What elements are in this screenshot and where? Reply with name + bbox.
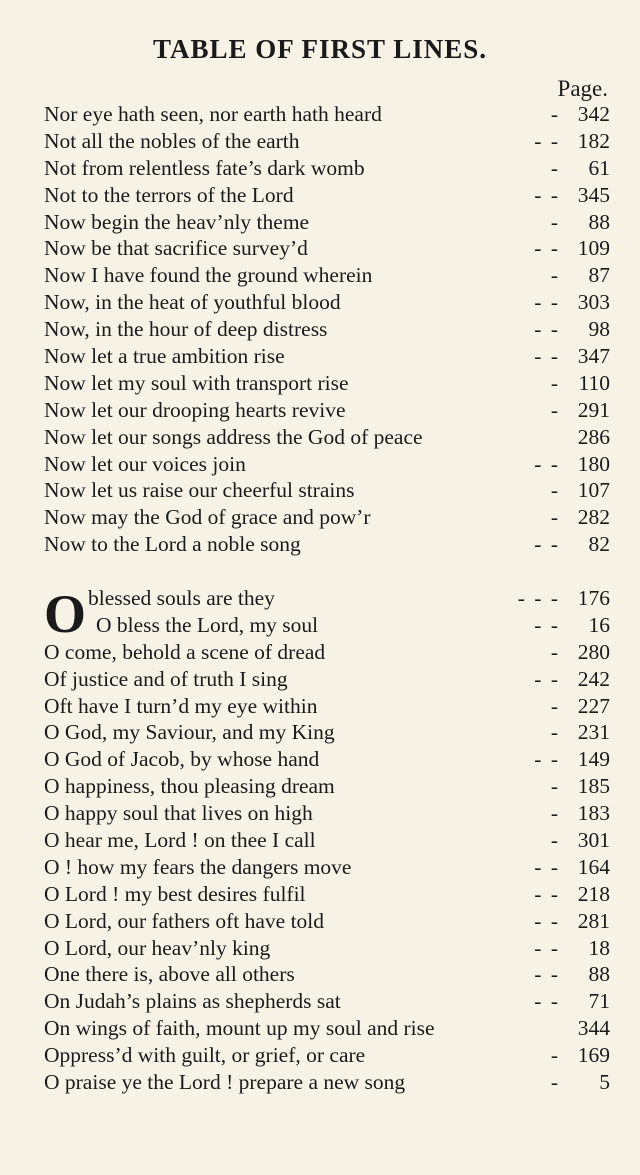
entry-text: Now may the God of grace and pow’r bbox=[44, 505, 371, 530]
entry-page: 18 bbox=[588, 935, 610, 960]
entry-text: O happy soul that lives on high bbox=[44, 801, 313, 826]
entry-page: 231 bbox=[577, 720, 610, 745]
entry-leader: - bbox=[550, 478, 560, 503]
entry-page: 242 bbox=[577, 666, 610, 691]
entry-page: 183 bbox=[577, 801, 610, 826]
entry-leader: - bbox=[550, 102, 560, 126]
index-entry bbox=[44, 1016, 610, 1043]
entry-text: Oppress’d with guilt, or grief, or care bbox=[44, 1043, 366, 1068]
entry-text: O happiness, thou pleasing dream bbox=[44, 774, 335, 799]
index-entry bbox=[44, 747, 610, 774]
entry-leader: - bbox=[550, 397, 560, 422]
entry-text: Now let our songs address the God of peace bbox=[44, 424, 423, 449]
index-entry bbox=[44, 613, 610, 640]
entry-text: Now be that sacrifice survey’d bbox=[44, 236, 308, 261]
entry-page: 282 bbox=[577, 505, 610, 530]
entry-text: Not all the nobles of the earth bbox=[44, 128, 300, 153]
entry-page: 347 bbox=[577, 344, 610, 369]
entry-page: 280 bbox=[577, 639, 610, 664]
index-entry bbox=[44, 855, 610, 882]
entry-text: O come, behold a scene of dread bbox=[44, 639, 326, 664]
index-entry bbox=[44, 344, 610, 371]
entry-text: Now let us raise our cheerful strains bbox=[44, 478, 355, 503]
entry-leader: - - bbox=[534, 854, 560, 879]
index-entry bbox=[44, 263, 610, 290]
entry-text: Now, in the hour of deep distress bbox=[44, 317, 328, 342]
entry-leader: - bbox=[550, 505, 560, 530]
entry-text: O God of Jacob, by whose hand bbox=[44, 747, 320, 772]
entry-page: 301 bbox=[577, 828, 610, 853]
entry-page: 169 bbox=[577, 1043, 610, 1068]
entry-text: Now let a true ambition rise bbox=[44, 344, 285, 369]
page-column-header: Page. bbox=[557, 76, 608, 101]
entry-text: Now let my soul with transport rise bbox=[44, 370, 349, 395]
index-entry bbox=[44, 183, 610, 210]
entry-leader: - bbox=[550, 1043, 560, 1068]
index-entry bbox=[44, 129, 610, 156]
entry-leader: - - bbox=[534, 935, 560, 960]
index-entry bbox=[44, 236, 610, 263]
entry-leader: - - bbox=[534, 532, 560, 557]
entry-leader: - - bbox=[534, 128, 560, 153]
entry-text: Nor eye hath seen, nor earth hath heard bbox=[44, 102, 382, 126]
entry-page: 109 bbox=[577, 236, 610, 261]
index-entry bbox=[44, 156, 610, 183]
section-o bbox=[44, 586, 610, 1097]
entry-leader: - - bbox=[534, 236, 560, 261]
index-entry bbox=[44, 478, 610, 505]
entry-page: 88 bbox=[588, 209, 610, 234]
entry-leader: - bbox=[550, 774, 560, 799]
entry-text: O hear me, Lord ! on thee I call bbox=[44, 828, 316, 853]
entry-text: Now let our voices join bbox=[44, 451, 246, 476]
drop-cap: O bbox=[44, 584, 87, 644]
entry-leader: - - bbox=[534, 451, 560, 476]
index-entry bbox=[44, 586, 610, 613]
entry-leader: - - bbox=[534, 612, 560, 637]
entry-page: 98 bbox=[588, 317, 610, 342]
index-entry bbox=[44, 801, 610, 828]
index-entry bbox=[44, 774, 610, 801]
entry-text: blessed souls are they bbox=[88, 586, 275, 610]
entry-leader: - bbox=[550, 1070, 560, 1095]
index-entry bbox=[44, 962, 610, 989]
entry-leader: - - bbox=[534, 908, 560, 933]
entry-text: Now, in the heat of youthful blood bbox=[44, 290, 341, 315]
entry-text: On wings of faith, mount up my soul and rise bbox=[44, 1016, 435, 1041]
index-entry bbox=[44, 936, 610, 963]
entry-leader: - - bbox=[534, 881, 560, 906]
entry-page: 16 bbox=[588, 612, 610, 637]
entry-leader: - - bbox=[534, 182, 560, 207]
entry-page: 87 bbox=[588, 263, 610, 288]
entry-leader: - bbox=[550, 693, 560, 718]
entry-leader: - bbox=[550, 828, 560, 853]
entry-page: 291 bbox=[577, 397, 610, 422]
entry-text: O ! how my fears the dangers move bbox=[44, 854, 352, 879]
entry-page: 303 bbox=[577, 290, 610, 315]
index-entry bbox=[44, 989, 610, 1016]
entry-page: 286 bbox=[577, 424, 610, 449]
entry-leader: - - bbox=[534, 290, 560, 315]
entry-leader: - - bbox=[534, 317, 560, 342]
entry-text: On Judah’s plains as shepherds sat bbox=[44, 989, 341, 1014]
entry-leader: - - bbox=[534, 666, 560, 691]
index-entry bbox=[44, 1043, 610, 1070]
index-entry bbox=[44, 290, 610, 317]
entry-leader: - bbox=[550, 370, 560, 395]
index-entry bbox=[44, 1070, 610, 1097]
entry-page: 227 bbox=[577, 693, 610, 718]
entry-text: O Lord, our fathers oft have told bbox=[44, 908, 325, 933]
entry-page: 180 bbox=[577, 451, 610, 476]
entry-text: O God, my Saviour, and my King bbox=[44, 720, 335, 745]
entry-text: Now to the Lord a noble song bbox=[44, 532, 301, 557]
entry-text: O praise ye the Lord ! prepare a new song bbox=[44, 1070, 406, 1095]
index-entry bbox=[44, 667, 610, 694]
index-entry bbox=[44, 882, 610, 909]
entry-leader: - - - bbox=[517, 586, 560, 610]
entry-page: 345 bbox=[577, 182, 610, 207]
entry-page: 110 bbox=[578, 370, 610, 395]
entry-leader: - - bbox=[534, 344, 560, 369]
index-entry bbox=[44, 398, 610, 425]
entry-leader: - bbox=[550, 263, 560, 288]
entry-text: Now I have found the ground wherein bbox=[44, 263, 373, 288]
index-entry bbox=[44, 720, 610, 747]
index-entry bbox=[44, 909, 610, 936]
entry-page: 5 bbox=[599, 1070, 610, 1095]
entry-leader: - bbox=[550, 639, 560, 664]
index-entry bbox=[44, 505, 610, 532]
index-entry bbox=[44, 828, 610, 855]
entry-page: 281 bbox=[577, 908, 610, 933]
page-title: TABLE OF FIRST LINES. bbox=[152, 34, 488, 64]
entry-text: O bless the Lord, my soul bbox=[96, 612, 319, 637]
index-entry bbox=[44, 102, 610, 129]
entry-page: 149 bbox=[577, 747, 610, 772]
entry-leader: - bbox=[550, 209, 560, 234]
entry-text: Oft have I turn’d my eye within bbox=[44, 693, 318, 718]
entry-page: 82 bbox=[588, 532, 610, 557]
index-entry bbox=[44, 371, 610, 398]
index-entry bbox=[44, 694, 610, 721]
entry-leader: - - bbox=[534, 989, 560, 1014]
entry-page: 344 bbox=[577, 1016, 610, 1041]
entry-text: Not from relentless fate’s dark womb bbox=[44, 155, 365, 180]
entry-text: O Lord, our heav’nly king bbox=[44, 935, 271, 960]
section-n bbox=[44, 102, 610, 559]
index-entry bbox=[44, 425, 610, 452]
entry-text: One there is, above all others bbox=[44, 962, 295, 987]
index-entry bbox=[44, 317, 610, 344]
entry-text: Now begin the heav’nly theme bbox=[44, 209, 310, 234]
entry-text: O Lord ! my best desires fulfil bbox=[44, 881, 306, 906]
entry-page: 342 bbox=[577, 102, 610, 126]
entry-page: 218 bbox=[577, 881, 610, 906]
entry-text: Not to the terrors of the Lord bbox=[44, 182, 294, 207]
entry-page: 185 bbox=[577, 774, 610, 799]
index-entry bbox=[44, 640, 610, 667]
index-entry bbox=[44, 210, 610, 237]
entry-page: 88 bbox=[588, 962, 610, 987]
entry-leader: - bbox=[550, 155, 560, 180]
entry-text: Now let our drooping hearts revive bbox=[44, 397, 346, 422]
entry-page: 71 bbox=[588, 989, 610, 1014]
index-entry bbox=[44, 532, 610, 559]
entry-page: 164 bbox=[577, 854, 610, 879]
entry-leader: - - bbox=[534, 747, 560, 772]
entry-leader: - - bbox=[534, 962, 560, 987]
entry-page: 107 bbox=[577, 478, 610, 503]
entry-page: 61 bbox=[588, 155, 610, 180]
entry-page: 176 bbox=[577, 586, 610, 610]
entry-leader: - bbox=[550, 720, 560, 745]
index-entry bbox=[44, 452, 610, 479]
dropcap-block bbox=[44, 584, 610, 644]
entry-leader: - bbox=[550, 801, 560, 826]
entry-text: Of justice and of truth I sing bbox=[44, 666, 288, 691]
entry-page: 182 bbox=[577, 128, 610, 153]
